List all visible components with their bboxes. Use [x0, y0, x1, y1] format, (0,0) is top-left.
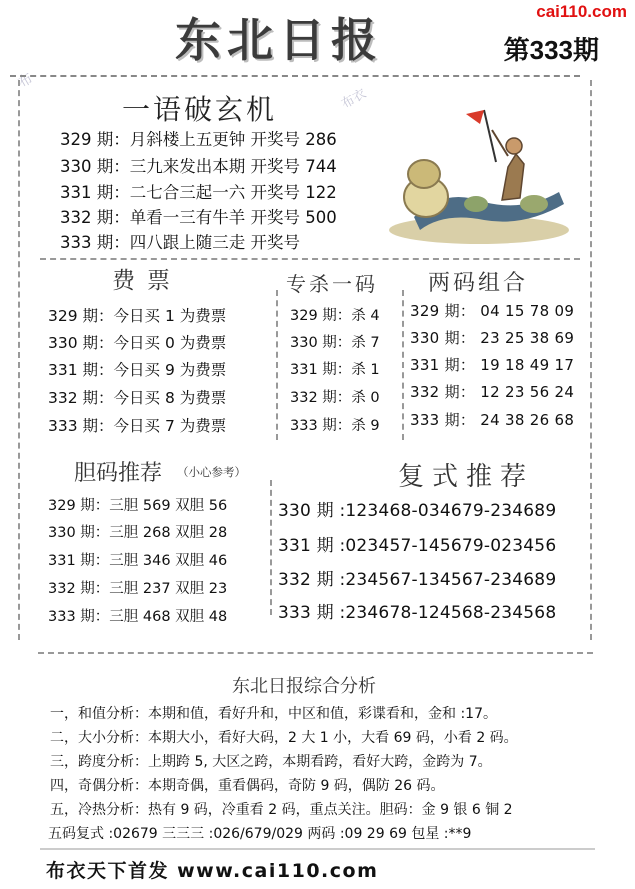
danma-title: 胆码推荐 [74, 461, 163, 486]
fushi-row: 332 期 :234567-134567-234689 [278, 570, 557, 590]
liangma-row: 329 期： 04 15 78 09 [410, 302, 575, 320]
yiyu-row: 332 期：单看一三有牛羊 开奖号 500 [60, 208, 337, 227]
feipiao-row: 332 期：今日买 8 为费票 [48, 389, 227, 407]
liangma-row: 333 期： 24 38 26 68 [410, 411, 575, 429]
yiyu-row: 330 期：三九来发出本期 开奖号 744 [60, 157, 337, 176]
divider [402, 290, 404, 440]
yiyu-row: 333 期：四八跟上随三走 开奖号 [60, 233, 300, 252]
liangma-row: 332 期： 12 23 56 24 [410, 383, 575, 401]
analysis-row: 三，跨度分析：上期跨 5, 大区之跨，本期看跨，看好大跨，金跨为 7。 [50, 754, 492, 770]
feipiao-row: 333 期：今日买 7 为费票 [48, 417, 227, 435]
divider [40, 258, 580, 260]
watermark: 布衣 [338, 86, 370, 113]
feipiao-row: 331 期：今日买 9 为费票 [48, 361, 227, 379]
yiyu-row: 331 期：二七合三起一六 开奖号 122 [60, 183, 337, 202]
danma-row: 330 期：三胆 268 双胆 28 [48, 525, 228, 541]
analysis-row: 五，冷热分析：热有 9 码，冷重看 2 码，重点关注。胆码：金 9 银 6 铜 2 [50, 802, 513, 818]
divider [38, 652, 593, 654]
zhuansha-row: 333 期：杀 9 [290, 418, 380, 434]
zhuansha-row: 330 期：杀 7 [290, 335, 380, 351]
danma-row: 332 期：三胆 237 双胆 23 [48, 581, 228, 597]
footer-text: 布衣天下首发 www.cai110.com [46, 860, 379, 882]
feipiao-title: 费票 [112, 268, 182, 294]
analysis-title: 东北日报综合分析 [232, 676, 376, 697]
divider [590, 80, 592, 640]
watermark: 布 [15, 70, 36, 92]
fushi-title: 复式推荐 [398, 462, 535, 492]
danma-note: （小心参考） [177, 465, 246, 479]
yiyu-title: 一语破玄机 [122, 93, 278, 126]
masthead: 东北日报 [175, 13, 383, 67]
liangma-row: 331 期： 19 18 49 17 [410, 356, 575, 374]
divider [10, 75, 580, 77]
site-url: cai110.com [536, 2, 627, 21]
zhuansha-row: 332 期：杀 0 [290, 390, 380, 406]
zhuansha-row: 329 期：杀 4 [290, 308, 380, 324]
divider [40, 848, 595, 850]
fushi-row: 333 期 :234678-124568-234568 [278, 603, 557, 623]
liangma-row: 330 期： 23 25 38 69 [410, 329, 575, 347]
divider [18, 80, 20, 640]
danma-row: 329 期：三胆 569 双胆 56 [48, 498, 228, 514]
feipiao-row: 330 期：今日买 0 为费票 [48, 334, 227, 352]
analysis-row: 四，奇偶分析：本期奇偶，重看偶码，奇防 9 码，偶防 26 码。 [50, 778, 445, 794]
analysis-row: 二，大小分析：本期大小，看好大码，2 大 1 小，大看 69 码，小看 2 码。 [50, 730, 518, 746]
issue-number: 第333期 [503, 35, 599, 65]
danma-row: 333 期：三胆 468 双胆 48 [48, 609, 228, 625]
fushi-row: 330 期 :123468-034679-234689 [278, 501, 557, 521]
climber-illustration [384, 92, 584, 252]
yiyu-row: 329 期：月斜楼上五更钟 开奖号 286 [60, 130, 337, 149]
divider [276, 290, 278, 440]
fushi-row: 331 期 :023457-145679-023456 [278, 536, 557, 556]
danma-row: 331 期：三胆 346 双胆 46 [48, 553, 228, 569]
feipiao-row: 329 期：今日买 1 为费票 [48, 307, 227, 325]
zhuansha-title: 专杀一码 [286, 272, 378, 296]
zhuansha-row: 331 期：杀 1 [290, 362, 380, 378]
wuma-row: 五码复式 :02679 三三三 :026/679/029 两码 :09 29 69 包星 :**9 [48, 826, 472, 842]
divider [270, 480, 272, 615]
analysis-row: 一，和值分析：本期和值，看好升和，中区和值，彩谍看和，金和 :17。 [50, 706, 497, 722]
liangma-title: 两码组合 [428, 271, 529, 296]
